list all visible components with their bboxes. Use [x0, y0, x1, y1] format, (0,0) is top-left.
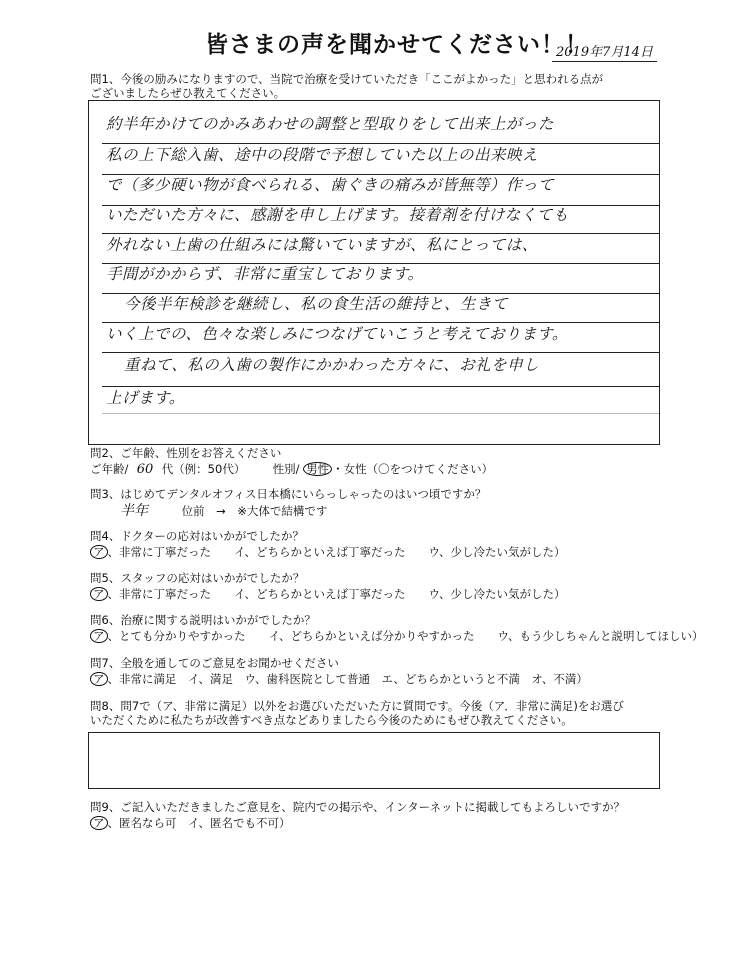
q3-question: 問3、はじめてデンタルオフィス日本橋にいらっしゃったのはいつ頃ですか？ — [90, 487, 487, 501]
ruled-line — [102, 143, 659, 144]
q4-options-text[interactable]: 、非常に丁寧だった イ、どちらかといえば丁寧だった ウ、少し冷たい気がした） — [107, 545, 566, 559]
q1-question-line1: 問1、今後の励みになりますので、当院で治療を受けていただき「ここがよかった」と思われる点が — [90, 72, 604, 86]
q6-option-a-circled[interactable]: ア — [90, 629, 108, 643]
q5-option-a-circled[interactable]: ア — [90, 587, 108, 601]
q9-options — [90, 815, 290, 831]
q7-question: 問7、全般を通してのご意見をお聞かせください — [90, 656, 339, 670]
gender-label: 性別/ — [272, 462, 300, 476]
q1-handwriting-line: いただいた方々に、感謝を申し上げます。接着剤を付けなくても — [106, 206, 569, 224]
ruled-line — [102, 174, 659, 175]
ruled-line — [102, 413, 659, 414]
q4-options — [90, 544, 566, 560]
ruled-line — [102, 263, 659, 264]
q8-answer-box[interactable] — [88, 732, 660, 789]
gender-female-option[interactable]: 女性（〇をつけてください） — [343, 462, 494, 476]
q8-question-line1: 問8、問7で（ア、非常に満足）以外をお選びいただいた方に質問です。今後（ア．非常に満足)をお選び — [90, 699, 624, 713]
q1-question-line2: ございましたらぜひ教えてください。 — [90, 86, 286, 100]
q5-options — [90, 586, 566, 602]
q7-options-text[interactable]: 、非常に満足 イ、満足 ウ、歯科医院として普通 エ、どちらかというと不満 オ、不満） — [107, 672, 588, 686]
q3-answer-suffix: 位前 → ※大体で結構です — [181, 504, 328, 518]
q9-options-text[interactable]: 、匿名なら可 イ、匿名でも不可） — [107, 816, 291, 830]
q8-question-line2: いただくために私たちが改善すべき点などありましたら今後のためにもぜひ教えてください。 — [90, 713, 573, 727]
q3-answer-row — [120, 500, 327, 520]
q1-handwriting-line: 重ねて、私の入歯の製作にかかわった方々に、お礼を申し — [124, 356, 540, 374]
ruled-line — [102, 322, 659, 323]
q2-answer-row — [90, 461, 493, 477]
ruled-line — [102, 233, 659, 234]
q1-handwriting-line: 上げます。 — [106, 389, 185, 407]
q6-question: 問6、治療に関する説明はいかがでしたか？ — [90, 613, 316, 627]
ruled-line — [102, 386, 659, 387]
q9-option-a-circled[interactable]: ア — [90, 816, 108, 830]
age-suffix: 代（例：50代） — [161, 462, 246, 476]
date-handwritten: 2019年7月14日 — [552, 41, 657, 62]
page-title: 皆さまの声を聞かせてください！！ — [205, 32, 589, 58]
q1-handwriting-line: 手間がかからず、非常に重宝しております。 — [106, 265, 424, 283]
q1-handwriting-line: 今後半年検診を継続し、私の食生活の維持と、生きて — [124, 295, 509, 313]
q4-option-a-circled[interactable]: ア — [90, 545, 108, 559]
q4-question: 問4、ドクターの応対はいかがでしたか？ — [90, 529, 304, 543]
q3-answer-handwritten[interactable]: 半年 — [120, 503, 148, 519]
q9-question: 問9、ご記入いただきましたご意見を、院内での掲示や、インターネットに掲載してもよろしいですか？ — [90, 800, 626, 814]
gender-separator: ・ — [332, 462, 344, 476]
q1-handwriting-line: 外れない上歯の仕組みには驚いていますが、私にとっては、 — [106, 236, 538, 254]
q5-question: 問5、スタッフの応対はいかがでしたか？ — [90, 571, 305, 585]
q1-handwriting-line: 私の上下総入歯、途中の段階で予想していた以上の出来映え — [106, 146, 539, 164]
gender-male-circled[interactable]: 男性 — [303, 462, 332, 476]
q7-option-a-circled[interactable]: ア — [90, 672, 108, 686]
q6-options — [90, 628, 704, 644]
q1-handwriting-line: 約半年かけてのかみあわせの調整と型取りをして出来上がった — [106, 115, 555, 133]
ruled-line — [102, 352, 659, 353]
q2-question: 問2、ご年齢、性別をお答えください — [90, 446, 282, 460]
ruled-line — [102, 293, 659, 294]
q5-options-text[interactable]: 、非常に丁寧だった イ、どちらかといえば丁寧だった ウ、少し冷たい気がした） — [107, 587, 566, 601]
q1-handwriting-line: いく上での、色々な楽しみにつなげていこうと考えております。 — [106, 325, 568, 343]
age-label: ご年齢/ — [90, 462, 129, 476]
q1-handwriting-line: で（多少硬い物が食べられる、歯ぐきの痛みが皆無等）作って — [106, 176, 555, 194]
q7-options — [90, 671, 588, 687]
q6-options-text[interactable]: 、とても分かりやすかった イ、どちらかといえば分かりやすかった ウ、もう少しちゃんと説明してほしい） — [107, 629, 704, 643]
age-value[interactable]: 60 — [136, 462, 154, 477]
